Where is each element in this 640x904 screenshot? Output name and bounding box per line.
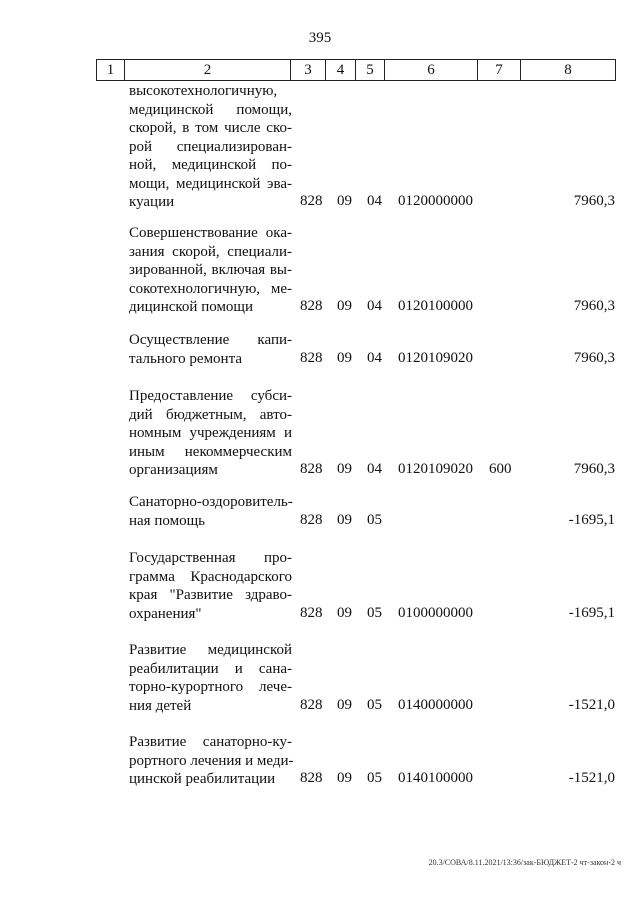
column-header: 5: [356, 60, 385, 81]
column-header: 7: [478, 60, 521, 81]
description-line: ной, медицинской по-: [129, 157, 292, 173]
cell-c4: 09: [337, 511, 352, 528]
cell-c3: 828: [300, 770, 323, 786]
cell-c8: 7960,3: [573, 298, 615, 314]
row-description: [129, 224, 292, 317]
cell-c4: 09: [337, 604, 352, 621]
description-line: организациям: [129, 462, 218, 478]
page-number: 395: [308, 30, 332, 46]
cell-c3: 828: [300, 604, 323, 621]
cell-c4: 09: [337, 696, 352, 713]
cell-c4: 09: [337, 298, 352, 314]
description-line: рортного лечения и меди-: [129, 752, 294, 769]
description-line: дицинской помощи: [129, 299, 254, 315]
description-line: Развитие санаторно-ку-: [129, 734, 292, 750]
cell-c7: 600: [489, 461, 512, 477]
column-header: 3: [291, 60, 326, 81]
cell-c6: 0100000000: [398, 604, 473, 621]
column-header: 2: [125, 60, 291, 81]
description-line: номным учреждениям и: [129, 425, 292, 441]
row-description: [129, 82, 292, 212]
description-line: медицинской помощи,: [129, 101, 292, 118]
cell-c3: 828: [300, 349, 323, 366]
description-line: рой специализирован-: [129, 138, 292, 155]
cell-c8: -1695,1: [568, 604, 615, 621]
cell-c3: 828: [300, 461, 323, 477]
row-description: [129, 641, 292, 715]
column-header: 8: [521, 60, 616, 81]
column-header: 4: [326, 60, 356, 81]
description-line: зания скорой, специали-: [129, 243, 292, 260]
cell-c5: 04: [367, 193, 382, 209]
description-line: высокотехнологичную,: [129, 83, 278, 99]
row-description: [129, 549, 292, 623]
cell-c6: 0120000000: [398, 193, 473, 209]
cell-c5: 04: [367, 349, 382, 366]
description-line: куации: [129, 194, 175, 210]
row-description: [129, 493, 292, 530]
cell-c3: 828: [300, 193, 323, 209]
document-footer: 20.3/СОВА/8.11.2021/13:36/зак-БЮДЖЕТ-2 чт-закон-2 ч: [428, 858, 621, 867]
description-line: ния детей: [129, 697, 192, 714]
cell-c5: 05: [367, 770, 382, 786]
cell-c8: -1695,1: [568, 511, 615, 528]
cell-c3: 828: [300, 298, 323, 314]
row-description: [129, 733, 292, 789]
cell-c4: 09: [337, 193, 352, 209]
cell-c4: 09: [337, 770, 352, 786]
description-line: мощи, медицинской эва-: [129, 175, 292, 192]
cell-c4: 09: [337, 461, 352, 477]
cell-c8: 7960,3: [573, 461, 615, 477]
description-line: охранения": [129, 605, 202, 622]
cell-c3: 828: [300, 696, 323, 713]
description-line: скорой, в том числе ско-: [129, 120, 292, 136]
description-line: края "Развитие здраво-: [129, 587, 292, 603]
cell-c5: 05: [367, 696, 382, 713]
description-line: тального ремонта: [129, 350, 242, 367]
description-line: Совершенствование ока-: [129, 225, 292, 241]
description-line: цинской реабилитации: [129, 771, 276, 787]
cell-c6: 0140000000: [398, 696, 473, 713]
cell-c8: -1521,0: [568, 696, 615, 713]
cell-c5: 04: [367, 298, 382, 314]
description-line: зированной, включая вы-: [129, 262, 292, 278]
cell-c5: 04: [367, 461, 382, 477]
cell-c6: 0120109020: [398, 349, 473, 366]
description-line: сокотехнологичную, ме-: [129, 280, 292, 297]
description-line: Предоставление субси-: [129, 388, 292, 404]
column-header: 6: [385, 60, 478, 81]
row-description: [129, 387, 292, 480]
cell-c8: -1521,0: [568, 770, 615, 786]
description-line: грамма Краснодарского: [129, 568, 292, 585]
cell-c8: 7960,3: [573, 349, 615, 366]
description-line: ная помощь: [129, 512, 205, 529]
description-line: торно-курортного лече-: [129, 679, 292, 695]
cell-c5: 05: [367, 604, 382, 621]
row-description: [129, 331, 292, 368]
description-line: Государственная про-: [129, 550, 292, 566]
description-line: Осуществление капи-: [129, 332, 292, 348]
description-line: реабилитации и сана-: [129, 660, 292, 677]
cell-c8: 7960,3: [573, 193, 615, 209]
cell-c6: 0140100000: [398, 770, 473, 786]
description-line: дий бюджетным, авто-: [129, 406, 292, 423]
column-header-table: [96, 59, 616, 81]
cell-c5: 05: [367, 511, 382, 528]
column-header-row: [97, 60, 616, 81]
description-line: Санаторно-оздоровитель-: [129, 494, 293, 510]
cell-c6: 0120100000: [398, 298, 473, 314]
description-line: иным некоммерческим: [129, 443, 292, 460]
description-line: Развитие медицинской: [129, 642, 292, 658]
cell-c6: 0120109020: [398, 461, 473, 477]
cell-c3: 828: [300, 511, 323, 528]
column-header: 1: [97, 60, 125, 81]
cell-c4: 09: [337, 349, 352, 366]
